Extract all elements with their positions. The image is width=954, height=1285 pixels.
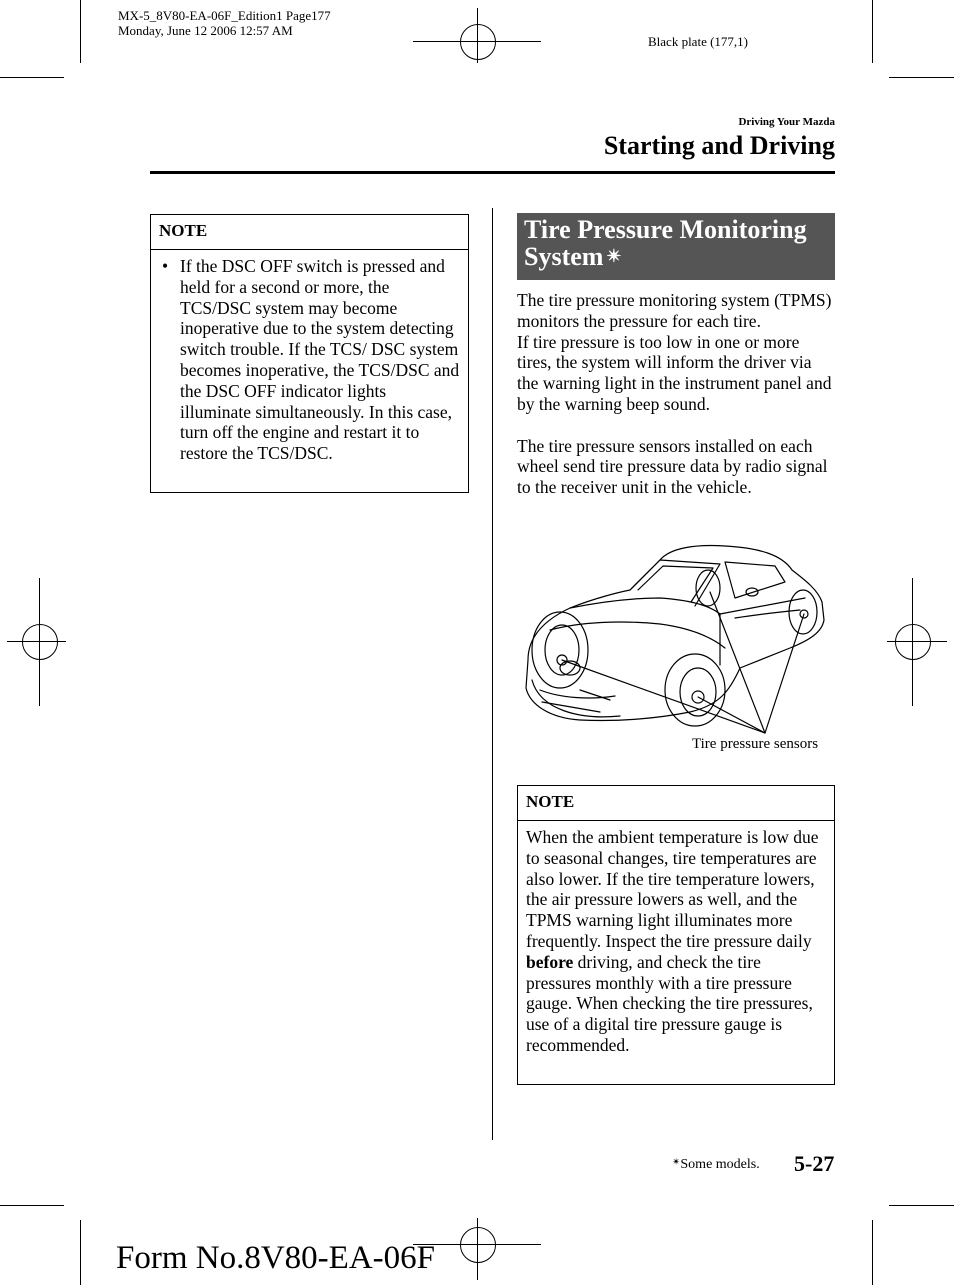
crop-mark [889, 77, 954, 78]
note-text: When the ambient temperature is low due to seasonal changes, tire temperatures are also lower. If the tire temperature lowers, the air pressure lowers as well, and the TPMS warning light illuminates more frequently. Inspect the tire pressure daily before driving, and check the tire pressures monthly with a tire pressure gauge. When checking the tire pressures, use of a digital tire pressure gauge is recommended. [526, 827, 819, 1055]
some-models-star-icon: ✴ [672, 1157, 681, 1168]
note-box-right [517, 785, 835, 1085]
crop-mark [80, 0, 81, 63]
section-label: Driving Your Mazda [738, 116, 835, 128]
crop-mark [0, 77, 64, 78]
file-info-line: MX-5_8V80-EA-06F_Edition1 Page177 [118, 8, 331, 23]
section-heading [517, 213, 835, 280]
note-box-left [150, 214, 469, 493]
footnote-text: Some models. [680, 1157, 760, 1172]
note-heading: NOTE [151, 215, 468, 250]
crop-mark [80, 1220, 81, 1285]
footnote [672, 1157, 760, 1173]
file-info-date: Monday, June 12 2006 12:57 AM [118, 23, 293, 38]
figure-caption: Tire pressure sensors [692, 736, 819, 752]
plate-label: Black plate (177,1) [648, 34, 748, 49]
crop-mark [872, 1220, 873, 1285]
note-text: If the DSC OFF switch is pressed and held for a second or more, the TCS/DSC system may become inoperative due to the system detecting switch trouble. If the TCS/ DSC system becomes inoperative, the TCS/DSC and the DSC OFF indicator lights illuminate simultaneously. In this case, turn off the engine and restart it to restore the TCS/DSC. [180, 256, 460, 464]
note-heading: NOTE [518, 786, 834, 821]
crop-mark [889, 1205, 954, 1206]
bullet-icon: • [162, 256, 169, 276]
paragraph-text: The tire pressure monitoring system (TPMS) monitors the pressure for each tire. [517, 290, 832, 331]
emphasis-text: before [526, 951, 574, 972]
paragraph-text: If tire pressure is too low in one or more tires, the system will inform the driver via the warning light in the instrument panel and by the warning beep sound. [517, 331, 832, 414]
note-bullet-item [159, 256, 460, 464]
paragraph [517, 290, 837, 498]
some-models-star-icon: ✴ [606, 246, 622, 266]
heading-line: System [524, 242, 604, 271]
crop-mark [872, 0, 873, 63]
paragraph-text: The tire pressure sensors installed on each wheel send tire pressure data by radio signal to the receiver unit in the vehicle. [517, 435, 828, 498]
header-rule [150, 171, 835, 174]
form-number: Form No.8V80-EA-06F [116, 1240, 435, 1276]
crop-mark [0, 1205, 64, 1206]
page-title: Starting and Driving [603, 131, 835, 160]
column-divider [492, 208, 493, 1140]
page-number: 5-27 [794, 1151, 835, 1176]
car-illustration [520, 540, 835, 740]
heading-line: Tire Pressure Monitoring [524, 215, 807, 244]
